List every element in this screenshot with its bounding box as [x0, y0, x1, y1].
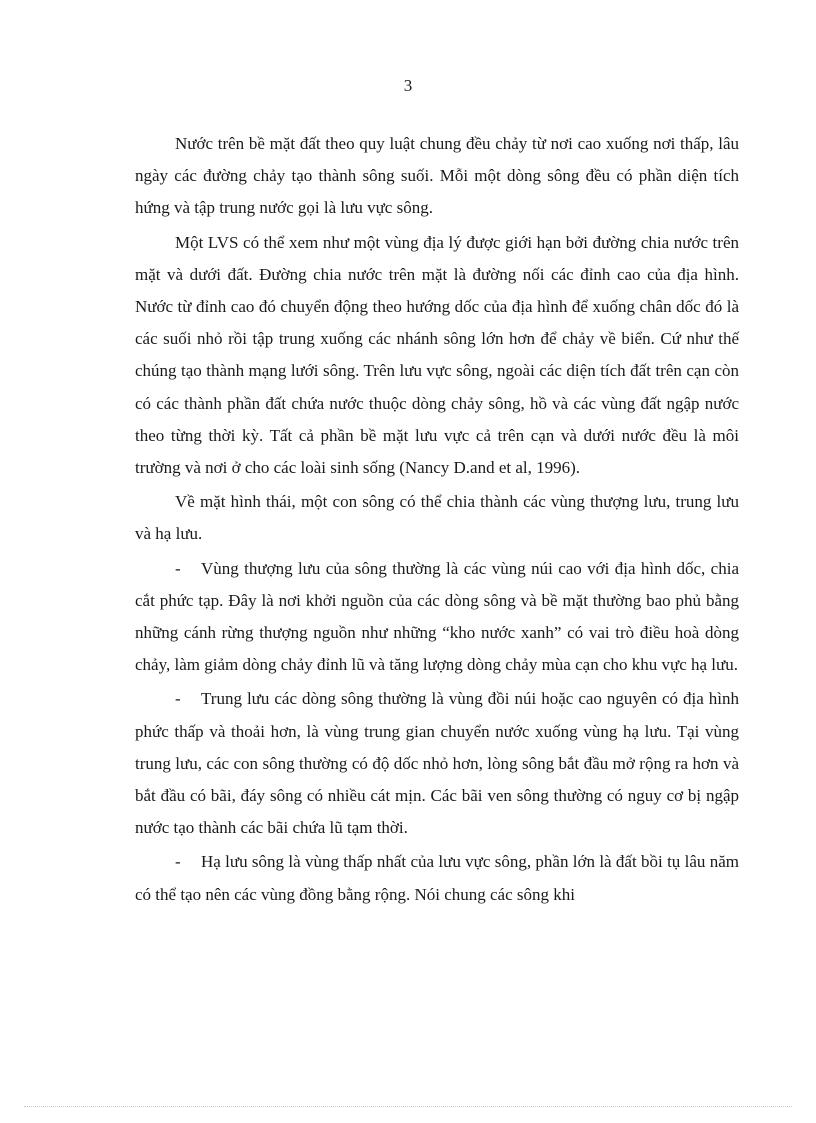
bullet-text: Vùng thượng lưu của sông thường là các vùng núi cao với địa hình dốc, chia cắt phức tạp. Đây là nơi khởi nguồn của các dòng sông và bề mặt thường bao phủ bằng những cánh rừng thượng nguồn như những “kho nước xanh” có vai trò điều hoà dòng chảy, làm giảm dòng chảy đỉnh lũ và tăng lượng dòng chảy mùa cạn cho khu vực hạ lưu.	[135, 558, 739, 675]
bullet-dash: -	[175, 689, 181, 709]
paragraph: Một LVS có thể xem như một vùng địa lý được giới hạn bởi đường chia nước trên mặt và dưới đất. Đường chia nước trên mặt là đường nối các đỉnh cao của địa hình. Nước từ đỉnh cao đó chuyển động theo hướng dốc của địa hình để xuống chân dốc đó là các suối nhỏ rồi tập trung xuống các nhánh sông lớn hơn để chảy về biển. Cứ như thế chúng tạo thành mạng lưới sông. Trên lưu vực sông, ngoài các diện tích đất trên cạn còn có các thành phần đất chứa nước thuộc dòng chảy sông, hồ và các vùng đất ngập nước theo từng thời kỳ. Tất cả phần bề mặt lưu vực cả trên cạn và dưới nước đều là môi trường và nơi ở cho các loài sinh sống (Nancy D.and et al, 1996).	[135, 232, 739, 478]
document-body	[135, 128, 739, 911]
bullet-dash: -	[175, 558, 181, 578]
bullet-paragraph	[135, 683, 739, 844]
bullet-paragraph	[135, 846, 739, 910]
page-number: 3	[403, 76, 413, 95]
bullet-text: Trung lưu các dòng sông thường là vùng đồi núi hoặc cao nguyên có địa hình phức thấp và thoải hơn, là vùng trung gian chuyển nước xuống vùng hạ lưu. Tại vùng trung lưu, các con sông thường có độ dốc nhỏ hơn, lòng sông bắt đầu mở rộng ra hơn và bắt đầu có bãi, đáy sông có nhiều cát mịn. Các bãi ven sông thường có nguy cơ bị ngập nước tạo thành các bãi chứa lũ tạm thời.	[135, 689, 739, 838]
bullet-dash: -	[175, 852, 181, 872]
bullet-text: Hạ lưu sông là vùng thấp nhất của lưu vực sông, phần lớn là đất bồi tụ lâu năm có thể tạo nên các vùng đồng bằng rộng. Nói chung các sông khi	[135, 852, 739, 904]
paragraph: Về mặt hình thái, một con sông có thể chia thành các vùng thượng lưu, trung lưu và hạ lưu.	[135, 492, 739, 544]
page-bottom-divider	[24, 1106, 792, 1107]
bullet-paragraph	[135, 553, 739, 682]
paragraph: Nước trên bề mặt đất theo quy luật chung đều chảy từ nơi cao xuống nơi thấp, lâu ngày các đường chảy tạo thành sông suối. Mỗi một dòng sông đều có phần diện tích hứng và tập trung nước gọi là lưu vực sông.	[135, 134, 739, 218]
